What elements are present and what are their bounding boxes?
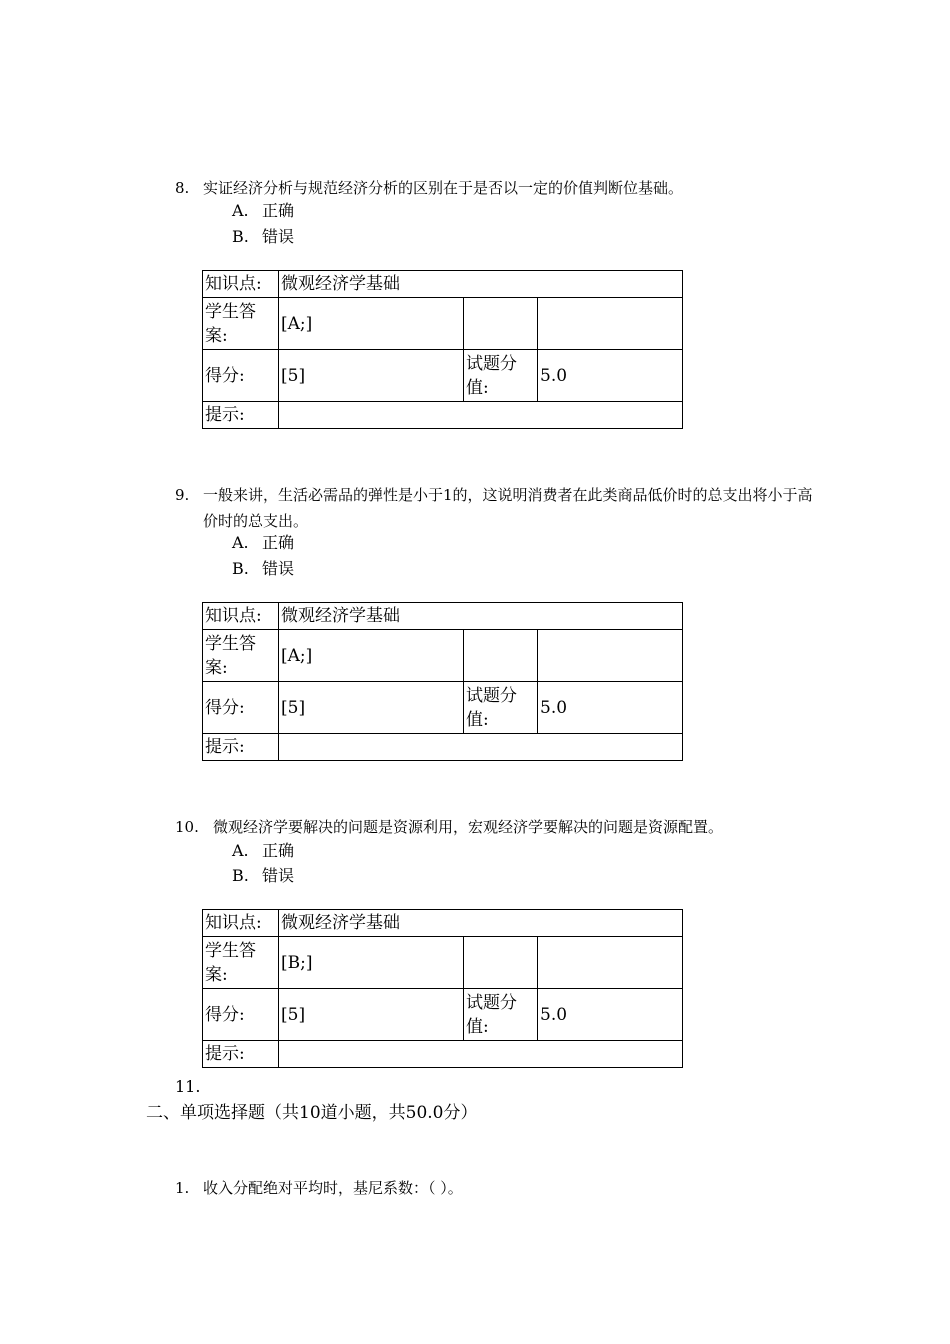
student-answer-value: [B;] [279,937,464,989]
question-number: 1. [175,1179,190,1197]
points-value: 5.0 [538,682,683,734]
score-label: 得分: [203,350,279,402]
hint-value [279,1041,683,1068]
question-9 [175,482,815,534]
knowledge-label: 知识点: [203,603,279,630]
score-label: 得分: [203,989,279,1041]
option-a [232,199,294,223]
option-letter: A. [232,201,249,220]
points-label: 试题分值: [464,350,538,402]
hint-label: 提示: [203,734,279,761]
answer-info-table [202,602,683,761]
question-8 [175,175,815,201]
option-letter: B. [232,559,249,578]
option-b [232,864,294,888]
points-value: 5.0 [538,989,683,1041]
score-label: 得分: [203,682,279,734]
student-answer-value: [A;] [279,630,464,682]
option-letter: A. [232,533,249,552]
option-b [232,557,294,581]
knowledge-value: 微观经济学基础 [279,271,683,298]
question-1 [175,1175,815,1201]
hint-value [279,402,683,429]
knowledge-label: 知识点: [203,910,279,937]
knowledge-value: 微观经济学基础 [279,603,683,630]
question-stem: 收入分配绝对平均时，基尼系数：（ ）。 [203,1179,463,1197]
answer-info-table [202,270,683,429]
knowledge-label: 知识点: [203,271,279,298]
option-letter: B. [232,227,249,246]
question-number: 10. [175,818,199,836]
option-text: 正确 [262,841,295,860]
score-value: [5] [279,682,464,734]
empty-cell [464,298,538,350]
option-text: 正确 [262,533,295,552]
empty-cell [538,298,683,350]
points-label: 试题分值: [464,989,538,1041]
question-number-11: 11. [175,1077,201,1096]
student-answer-label: 学生答案: [203,937,279,989]
empty-cell [538,937,683,989]
student-answer-label: 学生答案: [203,298,279,350]
score-value: [5] [279,350,464,402]
option-text: 错误 [262,227,295,246]
score-value: [5] [279,989,464,1041]
student-answer-label: 学生答案: [203,630,279,682]
hint-value [279,734,683,761]
empty-cell [538,630,683,682]
question-stem: 一般来讲，生活必需品的弹性是小于1的，这说明消费者在此类商品低价时的总支出将小于高价时的总支出。 [203,486,813,530]
option-a [232,531,294,555]
question-10 [175,814,815,840]
student-answer-value: [A;] [279,298,464,350]
knowledge-value: 微观经济学基础 [279,910,683,937]
option-text: 正确 [262,201,295,220]
points-label: 试题分值: [464,682,538,734]
option-text: 错误 [262,866,295,885]
question-number: 8. [175,179,190,197]
option-b [232,225,294,249]
question-stem: 微观经济学要解决的问题是资源利用，宏观经济学要解决的问题是资源配置。 [213,818,724,836]
option-a [232,839,294,863]
option-text: 错误 [262,559,295,578]
section-heading: 二、单项选择题（共10道小题，共50.0分） [146,1103,478,1123]
option-letter: A. [232,841,249,860]
empty-cell [464,937,538,989]
hint-label: 提示: [203,1041,279,1068]
question-number: 9. [175,486,190,504]
option-letter: B. [232,866,249,885]
question-stem: 实证经济分析与规范经济分析的区别在于是否以一定的价值判断位基础。 [203,179,684,197]
answer-info-table [202,909,683,1068]
empty-cell [464,630,538,682]
hint-label: 提示: [203,402,279,429]
points-value: 5.0 [538,350,683,402]
